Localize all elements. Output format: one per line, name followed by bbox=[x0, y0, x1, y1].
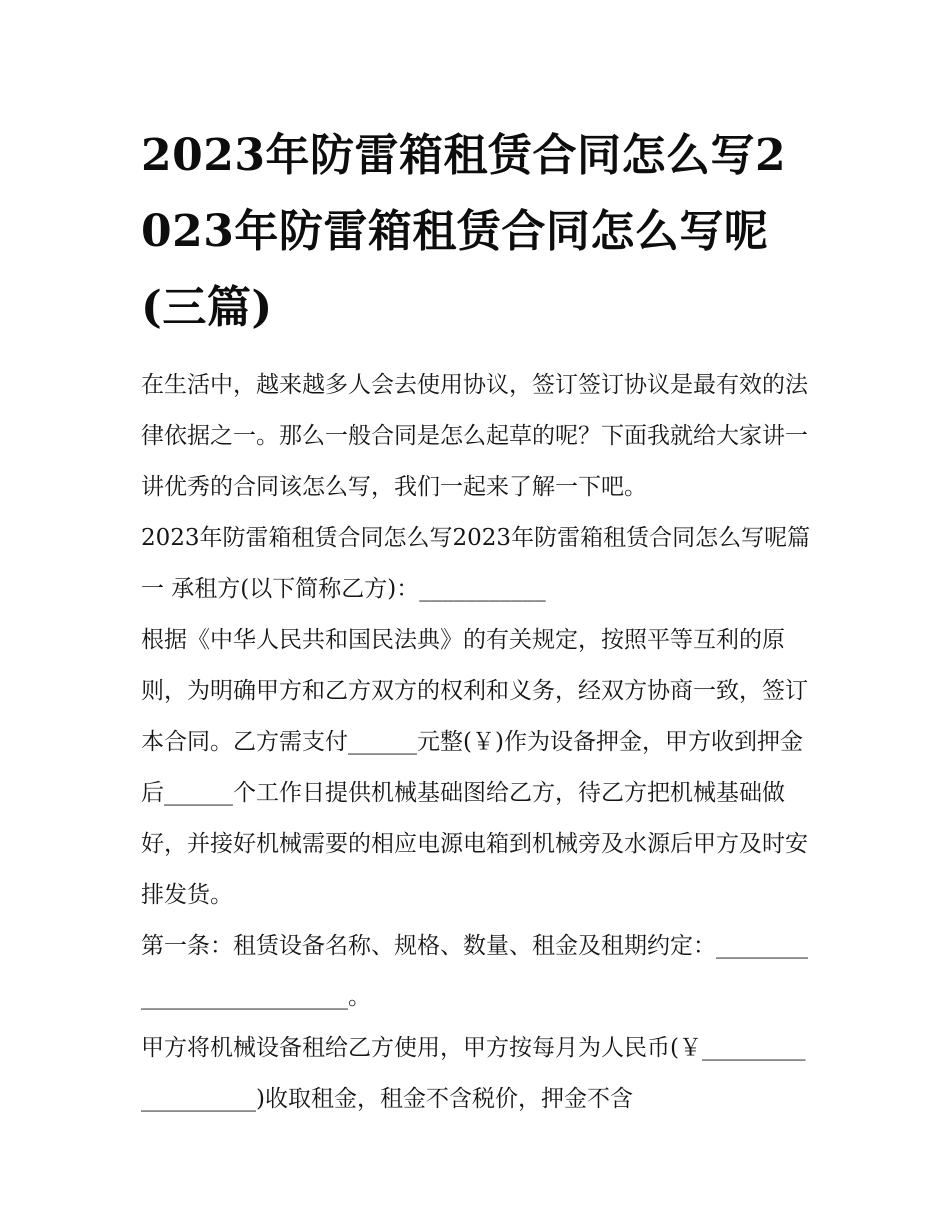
document-body bbox=[141, 118, 813, 1125]
paragraph-rent-terms: 甲方将机械设备租给乙方使用，甲方按每月为人民币(￥___________________)收取租金，租金不含税价，押金不含 bbox=[141, 1035, 806, 1112]
paragraph-contract-basis: 根据《中华人民共和国民法典》的有关规定，按照平等互利的原则，为明确甲方和乙方双方的权利和义务，经双方协商一致，签订本合同。乙方需支付______元整(￥)作为设备押金，甲方收到押金后______个工作日提供机械基础图给乙方，待乙方把机械基础做好，并接好机械需要的相应电源电箱到机械旁及水源后甲方及时安排发货。 bbox=[141, 627, 808, 908]
paragraph-intro: 在生活中，越来越多人会去使用协议，签订签订协议是最有效的法律依据之一。那么一般合同是怎么起草的呢？下面我就给大家讲一讲优秀的合同该怎么写，我们一起来了解一下吧。 bbox=[141, 372, 808, 500]
paragraph-article-one: 第一条：租赁设备名称、规格、数量、租金及租期约定：__________________________。 bbox=[141, 933, 808, 1010]
paragraph-section-heading: 2023年防雷箱租赁合同怎么写2023年防雷箱租赁合同怎么写呢篇一 承租方(以下简称乙方)：___________ bbox=[141, 525, 811, 602]
document-title: 2023年防雷箱租赁合同怎么写2023年防雷箱租赁合同怎么写呢(三篇) bbox=[141, 130, 787, 333]
